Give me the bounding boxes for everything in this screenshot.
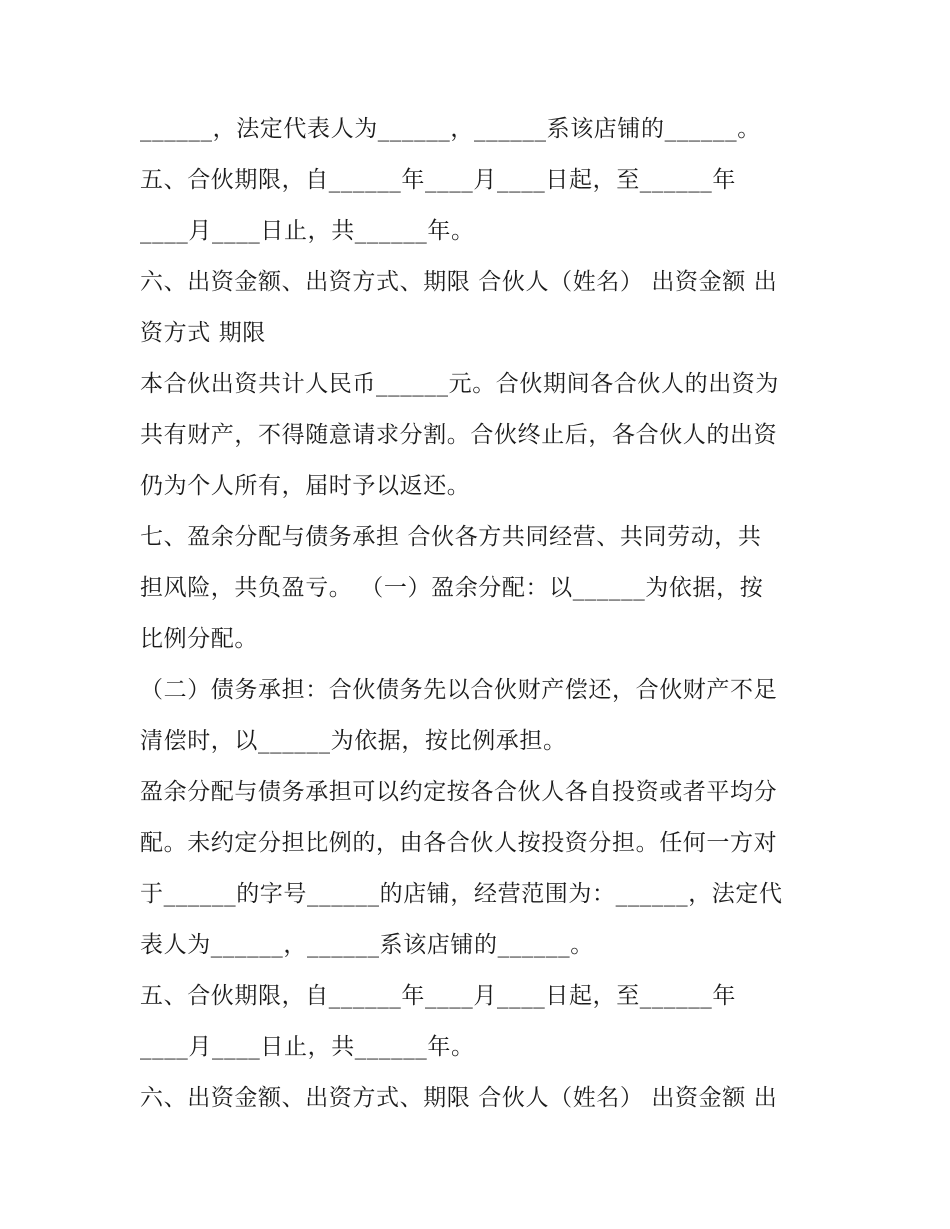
text-line-6: 本合伙出资共计人民币______元。合伙期间各合伙人的出资为	[140, 371, 779, 397]
text-line-20: 六、出资金额、出资方式、期限 合伙人（姓名） 出资金额 出	[140, 1085, 778, 1111]
text-line-10: 担风险，共负盈亏。 （一）盈余分配：以______为依据，按	[140, 575, 764, 601]
text-line-9: 七、盈余分配与债务承担 合伙各方共同经营、共同劳动，共	[140, 524, 762, 550]
text-line-14: 盈余分配与债务承担可以约定按各合伙人各自投资或者平均分	[140, 779, 778, 805]
text-line-15: 配。未约定分担比例的，由各合伙人按投资分担。任何一方对	[140, 830, 778, 856]
document-body	[140, 104, 820, 1124]
text-line-7: 共有财产，不得随意请求分割。合伙终止后，各合伙人的出资	[140, 422, 778, 448]
text-line-8: 仍为个人所有，届时予以返还。	[140, 473, 471, 499]
text-line-16: 于______的字号______的店铺，经营范围为：______，法定代	[140, 881, 783, 907]
text-line-4: 六、出资金额、出资方式、期限 合伙人（姓名） 出资金额 出	[140, 269, 778, 295]
text-line-13: 清偿时，以______为依据，按比例承担。	[140, 728, 567, 754]
text-line-2: 五、合伙期限，自______年____月____日起，至______年	[140, 167, 736, 193]
text-line-1: ______，法定代表人为______，______系该店铺的______。	[140, 116, 761, 142]
text-line-5: 资方式 期限	[140, 320, 266, 346]
text-line-11: 比例分配。	[140, 626, 258, 652]
text-line-12: （二）债务承担：合伙债务先以合伙财产偿还，合伙财产不足	[140, 677, 778, 703]
text-line-19: ____月____日止，共______年。	[140, 1034, 475, 1060]
text-line-3: ____月____日止，共______年。	[140, 218, 475, 244]
text-line-17: 表人为______，______系该店铺的______。	[140, 932, 594, 958]
text-line-18: 五、合伙期限，自______年____月____日起，至______年	[140, 983, 736, 1009]
